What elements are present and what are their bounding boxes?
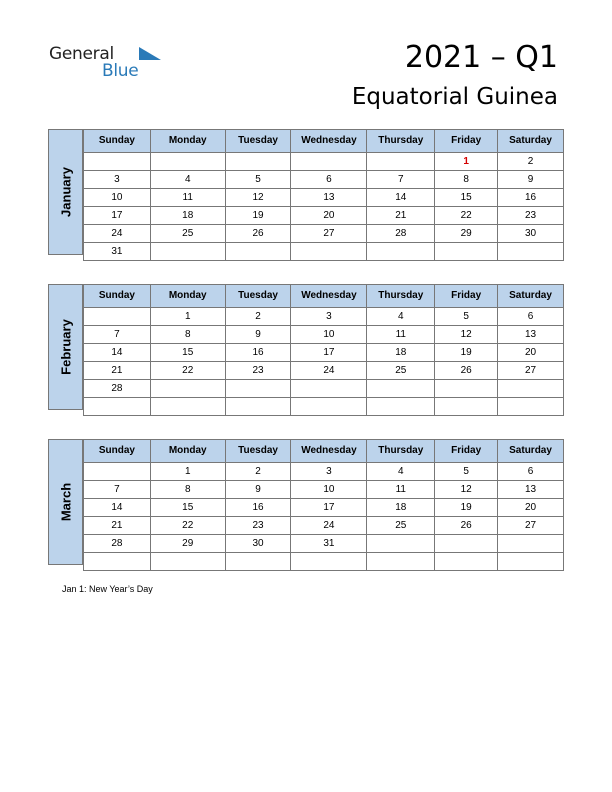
day-cell: 20: [498, 344, 564, 362]
day-cell: 11: [367, 481, 435, 499]
empty-cell: [84, 463, 151, 481]
day-cell: 25: [367, 517, 435, 535]
day-cell: 14: [367, 189, 435, 207]
week-row: [84, 535, 564, 553]
weekday-header: Wednesday: [291, 440, 367, 463]
day-cell: 23: [225, 517, 291, 535]
day-cell: 18: [367, 499, 435, 517]
day-cell: 20: [498, 499, 564, 517]
empty-cell: [225, 398, 291, 416]
day-cell: 27: [291, 225, 367, 243]
empty-cell: [225, 380, 291, 398]
day-cell: 13: [498, 481, 564, 499]
day-cell: 8: [150, 481, 225, 499]
empty-cell: [84, 553, 151, 571]
week-row: [84, 463, 564, 481]
day-cell: 29: [435, 225, 498, 243]
day-cell: 9: [498, 171, 564, 189]
week-row: [84, 481, 564, 499]
empty-cell: [150, 153, 225, 171]
day-cell: 6: [291, 171, 367, 189]
day-cell: 29: [150, 535, 225, 553]
weekday-header: Saturday: [498, 285, 564, 308]
day-cell: 24: [291, 517, 367, 535]
day-cell: 11: [150, 189, 225, 207]
weekday-header: Tuesday: [225, 440, 291, 463]
week-row: [84, 362, 564, 380]
day-cell: 15: [150, 499, 225, 517]
week-row: [84, 517, 564, 535]
day-cell: 15: [150, 344, 225, 362]
day-cell: 12: [435, 326, 498, 344]
weekday-header: Friday: [435, 440, 498, 463]
empty-cell: [291, 153, 367, 171]
day-cell: 2: [498, 153, 564, 171]
day-cell: 7: [84, 326, 151, 344]
empty-cell: [367, 243, 435, 261]
empty-cell: [367, 153, 435, 171]
brand-general: General: [49, 44, 114, 64]
weekday-header: Friday: [435, 130, 498, 153]
day-cell: 28: [367, 225, 435, 243]
month-name: March: [58, 482, 73, 522]
weekday-header: Monday: [150, 440, 225, 463]
week-row: [84, 243, 564, 261]
day-cell: 13: [291, 189, 367, 207]
week-row: [84, 326, 564, 344]
day-cell: 8: [150, 326, 225, 344]
weekday-header: Wednesday: [291, 130, 367, 153]
day-cell: 10: [291, 326, 367, 344]
week-row: [84, 398, 564, 416]
empty-cell: [367, 535, 435, 553]
empty-cell: [291, 398, 367, 416]
day-cell: 9: [225, 326, 291, 344]
weekday-header: Saturday: [498, 440, 564, 463]
day-cell: 3: [291, 308, 367, 326]
empty-cell: [498, 535, 564, 553]
day-cell: 21: [84, 362, 151, 380]
empty-cell: [367, 553, 435, 571]
day-cell: 25: [367, 362, 435, 380]
empty-cell: [498, 398, 564, 416]
day-cell: 4: [367, 308, 435, 326]
day-cell: 26: [225, 225, 291, 243]
weekday-header: Thursday: [367, 440, 435, 463]
brand-logo: [49, 44, 149, 84]
month-block-february: [48, 284, 564, 410]
week-row: [84, 153, 564, 171]
day-cell: 30: [498, 225, 564, 243]
weekday-header: Saturday: [498, 130, 564, 153]
day-cell: 9: [225, 481, 291, 499]
empty-cell: [291, 380, 367, 398]
day-cell: 2: [225, 463, 291, 481]
weekday-header: Sunday: [84, 285, 151, 308]
holiday-notes: [62, 584, 153, 594]
week-row: [84, 553, 564, 571]
weekday-header: Tuesday: [225, 285, 291, 308]
day-cell: 5: [225, 171, 291, 189]
day-cell: 4: [367, 463, 435, 481]
day-cell: 2: [225, 308, 291, 326]
weekday-header: Thursday: [367, 130, 435, 153]
holiday-note: Jan 1: New Year’s Day: [62, 584, 153, 594]
day-cell: 13: [498, 326, 564, 344]
day-cell: 1: [150, 308, 225, 326]
week-row: [84, 225, 564, 243]
day-cell: 14: [84, 344, 151, 362]
week-row: [84, 189, 564, 207]
month-grid: [83, 439, 564, 571]
weekday-header: Wednesday: [291, 285, 367, 308]
day-cell: 23: [225, 362, 291, 380]
empty-cell: [225, 553, 291, 571]
day-cell: 16: [225, 344, 291, 362]
empty-cell: [498, 380, 564, 398]
empty-cell: [367, 380, 435, 398]
day-cell: 11: [367, 326, 435, 344]
day-cell: 17: [291, 344, 367, 362]
month-name: January: [58, 167, 73, 217]
day-cell: 19: [435, 344, 498, 362]
week-row: [84, 207, 564, 225]
page-title: 2021 – Q1: [404, 40, 558, 75]
day-cell: 27: [498, 517, 564, 535]
day-cell: 31: [291, 535, 367, 553]
day-cell: 24: [84, 225, 151, 243]
empty-cell: [84, 153, 151, 171]
day-cell: 10: [291, 481, 367, 499]
weekday-header: Tuesday: [225, 130, 291, 153]
month-label-bar: [48, 284, 83, 410]
week-row: [84, 308, 564, 326]
week-row: [84, 344, 564, 362]
day-cell: 26: [435, 517, 498, 535]
weekday-header: Thursday: [367, 285, 435, 308]
day-cell: 15: [435, 189, 498, 207]
weekday-header: Sunday: [84, 440, 151, 463]
day-cell: 18: [367, 344, 435, 362]
day-cell: 8: [435, 171, 498, 189]
empty-cell: [498, 243, 564, 261]
empty-cell: [291, 553, 367, 571]
day-cell: 1: [150, 463, 225, 481]
day-cell: 28: [84, 535, 151, 553]
weekday-header: Monday: [150, 285, 225, 308]
empty-cell: [225, 153, 291, 171]
empty-cell: [150, 243, 225, 261]
day-cell: 19: [435, 499, 498, 517]
day-cell: 6: [498, 463, 564, 481]
day-cell: 3: [84, 171, 151, 189]
week-row: [84, 380, 564, 398]
week-row: [84, 499, 564, 517]
month-label-bar: [48, 439, 83, 565]
day-cell: 10: [84, 189, 151, 207]
month-block-january: [48, 129, 564, 255]
empty-cell: [435, 398, 498, 416]
empty-cell: [150, 553, 225, 571]
day-cell: 16: [225, 499, 291, 517]
month-grid: [83, 284, 564, 416]
month-grid: [83, 129, 564, 261]
empty-cell: [150, 380, 225, 398]
day-cell: 4: [150, 171, 225, 189]
brand-blue: Blue: [102, 61, 139, 81]
empty-cell: [84, 398, 151, 416]
day-cell: 17: [291, 499, 367, 517]
empty-cell: [435, 553, 498, 571]
day-cell: 23: [498, 207, 564, 225]
weekday-header: Sunday: [84, 130, 151, 153]
day-cell: 22: [435, 207, 498, 225]
empty-cell: [435, 535, 498, 553]
day-cell: 12: [225, 189, 291, 207]
day-cell: 18: [150, 207, 225, 225]
day-cell: 28: [84, 380, 151, 398]
day-cell: 6: [498, 308, 564, 326]
flag-icon: [139, 47, 161, 63]
day-cell: 5: [435, 308, 498, 326]
month-block-march: [48, 439, 564, 565]
weekday-header: Friday: [435, 285, 498, 308]
day-cell: 16: [498, 189, 564, 207]
empty-cell: [435, 243, 498, 261]
day-cell: 12: [435, 481, 498, 499]
empty-cell: [150, 398, 225, 416]
empty-cell: [225, 243, 291, 261]
day-cell: 22: [150, 517, 225, 535]
day-cell: 14: [84, 499, 151, 517]
day-cell: 21: [367, 207, 435, 225]
empty-cell: [435, 380, 498, 398]
day-cell: 17: [84, 207, 151, 225]
day-cell: 24: [291, 362, 367, 380]
day-cell: 7: [84, 481, 151, 499]
weekday-header: Monday: [150, 130, 225, 153]
day-cell: 5: [435, 463, 498, 481]
month-label-bar: [48, 129, 83, 255]
day-cell: 1: [435, 153, 498, 171]
day-cell: 27: [498, 362, 564, 380]
page-subtitle: Equatorial Guinea: [351, 84, 558, 110]
empty-cell: [498, 553, 564, 571]
empty-cell: [84, 308, 151, 326]
day-cell: 7: [367, 171, 435, 189]
day-cell: 20: [291, 207, 367, 225]
day-cell: 3: [291, 463, 367, 481]
day-cell: 21: [84, 517, 151, 535]
empty-cell: [291, 243, 367, 261]
day-cell: 26: [435, 362, 498, 380]
day-cell: 30: [225, 535, 291, 553]
week-row: [84, 171, 564, 189]
day-cell: 25: [150, 225, 225, 243]
day-cell: 19: [225, 207, 291, 225]
empty-cell: [367, 398, 435, 416]
day-cell: 31: [84, 243, 151, 261]
day-cell: 22: [150, 362, 225, 380]
month-name: February: [58, 319, 73, 375]
